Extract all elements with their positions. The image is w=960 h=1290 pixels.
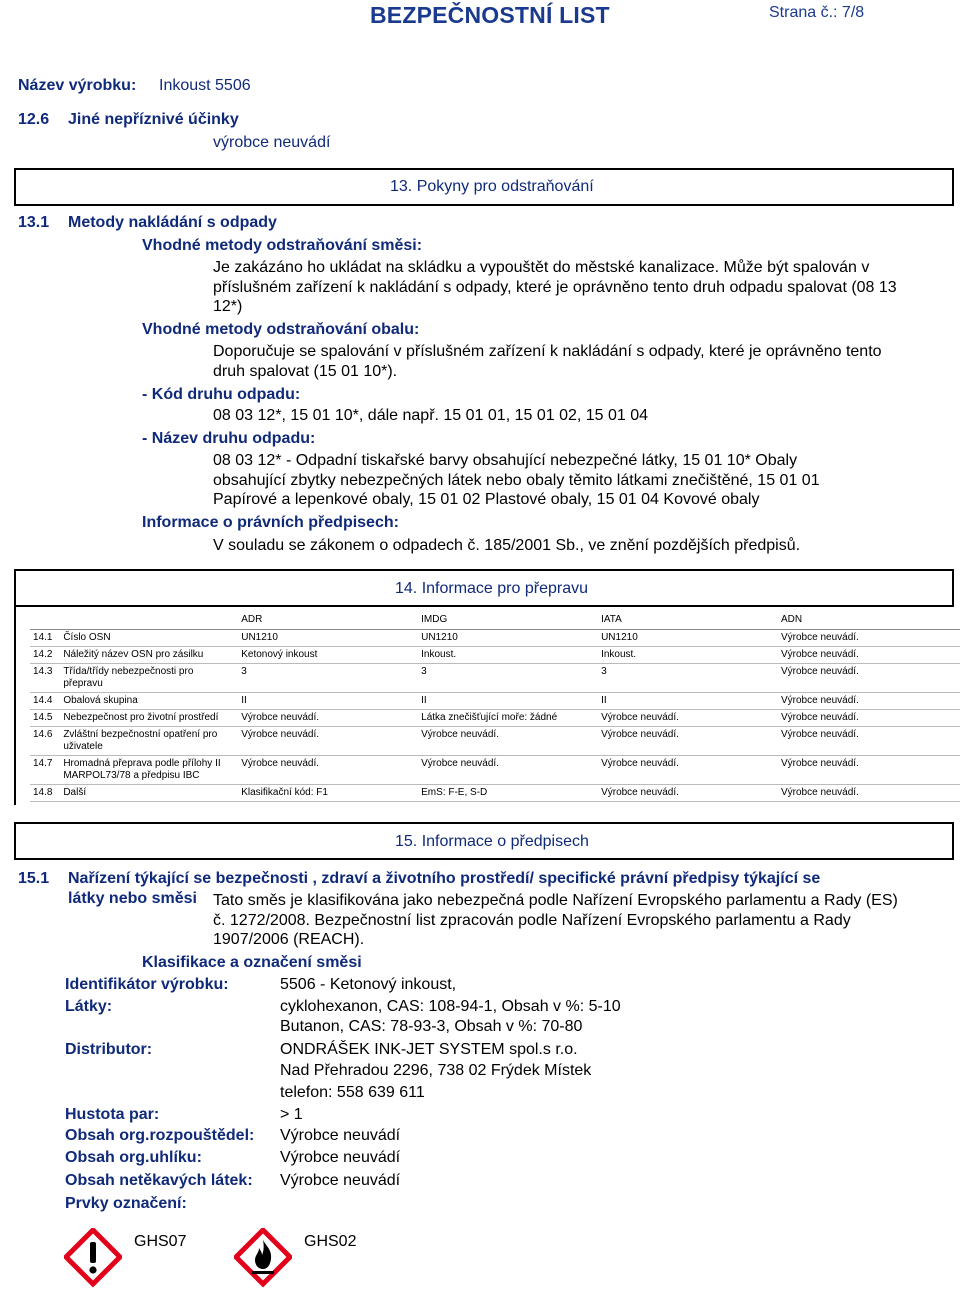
table-cell: Výrobce neuvádí. xyxy=(778,756,960,785)
table-cell: Klasifikační kód: F1 xyxy=(238,785,418,802)
table-header-row xyxy=(30,611,960,630)
ghs02-flame-icon xyxy=(234,1228,292,1288)
table-cell: 14.5 xyxy=(30,710,60,727)
table-row xyxy=(30,756,960,785)
substance-1: cyklohexanon, CAS: 108-94-1, Obsah v %: 5-10 xyxy=(280,998,621,1015)
organic-solvents-value: Výrobce neuvádí xyxy=(280,1127,401,1144)
distributor-label: Distributor: xyxy=(65,1041,153,1058)
nonvolatile-value: Výrobce neuvádí xyxy=(280,1172,401,1189)
section-13-1-title: Metody nakládání s odpady xyxy=(68,214,277,231)
label-elements-label: Prvky označení: xyxy=(65,1195,187,1212)
page-number: Strana č.: 7/8 xyxy=(769,4,865,21)
table-cell: II xyxy=(418,693,598,710)
organic-carbon-value: Výrobce neuvádí xyxy=(280,1149,401,1166)
product-identifier-value: 5506 - Ketonový inkoust, xyxy=(280,976,457,993)
table-cell: 14.2 xyxy=(30,647,60,664)
table-cell: Výrobce neuvádí. xyxy=(598,727,778,756)
exclamation-dot xyxy=(89,1266,96,1273)
table-cell xyxy=(30,611,60,630)
table-cell: Náležitý název OSN pro zásilku xyxy=(60,647,238,664)
table-cell: Inkoust. xyxy=(598,647,778,664)
table-cell: Výrobce neuvádí. xyxy=(778,647,960,664)
table-cell: Výrobce neuvádí. xyxy=(598,710,778,727)
waste-code-label: - Kód druhu odpadu: xyxy=(142,386,301,403)
transport-table xyxy=(30,611,960,802)
distributor-name: ONDRÁŠEK INK-JET SYSTEM spol.s r.o. xyxy=(280,1041,578,1058)
nonvolatile-label: Obsah netěkavých látek: xyxy=(65,1172,253,1189)
table-row xyxy=(30,693,960,710)
table-cell: IMDG xyxy=(418,611,598,630)
table-cell: 14.3 xyxy=(30,664,60,693)
waste-name-text: 08 03 12* - Odpadní tiskařské barvy obsahující nebezpečné látky, 15 01 10* Obaly obsahující zbytky nebezpečných látek nebo obaly těmito látkami znečištěné, 15 01 01 Papírové a lepenkové obaly, 15 01 02 Plastové obaly, 15 01 04 Kovové obaly xyxy=(213,452,820,508)
vapor-density-value: > 1 xyxy=(280,1106,303,1123)
section-13-1-number: 13.1 xyxy=(18,214,50,231)
packaging-disposal-text: Doporučuje se spalování v příslušném zařízení k nakládání s odpady, které je oprávněno tento druh spalovat (15 01 10*). xyxy=(213,343,882,380)
exclamation-bar xyxy=(90,1242,96,1263)
organic-carbon-label: Obsah org.uhlíku: xyxy=(65,1149,202,1166)
table-cell xyxy=(60,611,238,630)
substance-2: Butanon, CAS: 78-93-3, Obsah v %: 70-80 xyxy=(280,1018,583,1035)
table-cell: UN1210 xyxy=(418,630,598,647)
table-row xyxy=(30,727,960,756)
product-name-label: Název výrobku: xyxy=(18,77,137,94)
mix-disposal-label: Vhodné metody odstraňování směsi: xyxy=(142,237,423,254)
legal-info-text: V souladu se zákonem o odpadech č. 185/2001 Sb., ve znění pozdějších předpisů. xyxy=(213,537,801,554)
section-14-title: 14. Informace pro přepravu xyxy=(395,580,588,597)
table-cell: 3 xyxy=(238,664,418,693)
table-cell: Výrobce neuvádí. xyxy=(778,630,960,647)
table-row xyxy=(30,647,960,664)
table-cell: Výrobce neuvádí. xyxy=(778,785,960,802)
table-cell: Výrobce neuvádí. xyxy=(778,693,960,710)
table-cell: II xyxy=(238,693,418,710)
section-14-left-border xyxy=(14,607,16,805)
table-cell: Výrobce neuvádí. xyxy=(238,756,418,785)
section-15-1-number: 15.1 xyxy=(18,870,50,887)
table-cell: Výrobce neuvádí. xyxy=(418,727,598,756)
table-row xyxy=(30,630,960,647)
legal-info-label: Informace o právních předpisech: xyxy=(142,514,399,531)
mix-disposal-text: Je zakázáno ho ukládat na skládku a vypouštět do městské kanalizace. Může být spalován v příslušném zařízení k nakládání s odpady, které je oprávněno tento druh odpadu spalovat (08 13 12*) xyxy=(213,259,897,315)
table-cell: 14.6 xyxy=(30,727,60,756)
table-cell: 3 xyxy=(418,664,598,693)
document-title: BEZPEČNOSTNÍ LIST xyxy=(370,2,610,28)
section-13-title: 13. Pokyny pro odstraňování xyxy=(390,178,594,195)
distributor-address: Nad Přehradou 2296, 738 02 Frýdek Místek xyxy=(280,1062,592,1079)
product-identifier-label: Identifikátor výrobku: xyxy=(65,976,229,993)
section-15-1-title-line2: látky nebo směsi xyxy=(68,890,197,907)
flame-base xyxy=(252,1271,274,1274)
table-cell: Výrobce neuvádí. xyxy=(598,785,778,802)
table-cell: 14.1 xyxy=(30,630,60,647)
vapor-density-label: Hustota par: xyxy=(65,1106,160,1123)
table-cell: IATA xyxy=(598,611,778,630)
substances-label: Látky: xyxy=(65,998,113,1015)
table-cell: Výrobce neuvádí. xyxy=(778,710,960,727)
table-cell: 14.8 xyxy=(30,785,60,802)
ghs07-label: GHS07 xyxy=(134,1233,187,1250)
table-cell: Třída/třídy nebezpečnosti pro přepravu xyxy=(60,664,238,693)
table-cell: ADR xyxy=(238,611,418,630)
table-cell: Výrobce neuvádí. xyxy=(778,727,960,756)
table-cell: Výrobce neuvádí. xyxy=(238,710,418,727)
distributor-phone: telefon: 558 639 611 xyxy=(280,1084,425,1101)
table-cell: II xyxy=(598,693,778,710)
section-15-1-title-line1: Nařízení týkající se bezpečnosti , zdraví a životního prostředí/ specifické právní předpisy týkající se xyxy=(68,870,821,887)
table-row xyxy=(30,710,960,727)
packaging-disposal-label: Vhodné metody odstraňování obalu: xyxy=(142,321,420,338)
table-cell: 3 xyxy=(598,664,778,693)
regulation-text: Tato směs je klasifikována jako nebezpečná podle Nařízení Evropského parlamentu a Rady (ES) č. 1272/2008. Bezpečnostní list zpracován podle Nařízení Evropského parlamentu a Rady 1907/2006 (REACH). xyxy=(213,892,898,948)
table-cell: 14.7 xyxy=(30,756,60,785)
table-cell: Hromadná přeprava podle přílohy II MARPOL73/78 a předpisu IBC xyxy=(60,756,238,785)
table-cell: Nebezpečnost pro životní prostředí xyxy=(60,710,238,727)
waste-name-label: - Název druhu odpadu: xyxy=(142,430,316,447)
product-name-value: Inkoust 5506 xyxy=(159,77,251,94)
table-cell: UN1210 xyxy=(238,630,418,647)
section-12-6-value: výrobce neuvádí xyxy=(213,134,331,151)
table-cell: Výrobce neuvádí. xyxy=(778,664,960,693)
table-cell: Výrobce neuvádí. xyxy=(238,727,418,756)
table-row xyxy=(30,785,960,802)
section-12-6-title: Jiné nepříznivé účinky xyxy=(68,111,239,128)
table-cell: Výrobce neuvádí. xyxy=(418,756,598,785)
table-cell: Ketonový inkoust xyxy=(238,647,418,664)
ghs02-label: GHS02 xyxy=(304,1233,357,1250)
table-cell: Výrobce neuvádí. xyxy=(598,756,778,785)
section-12-6-number: 12.6 xyxy=(18,111,50,128)
table-cell: Číslo OSN xyxy=(60,630,238,647)
table-cell: ADN xyxy=(778,611,960,630)
organic-solvents-label: Obsah org.rozpouštědel: xyxy=(65,1127,255,1144)
table-cell: 14.4 xyxy=(30,693,60,710)
table-cell: Další xyxy=(60,785,238,802)
classification-label: Klasifikace a označení směsi xyxy=(142,954,362,971)
table-cell: EmS: F-E, S-D xyxy=(418,785,598,802)
table-cell: Inkoust. xyxy=(418,647,598,664)
table-cell: UN1210 xyxy=(598,630,778,647)
table-cell: Zvláštní bezpečnostní opatření pro uživatele xyxy=(60,727,238,756)
table-cell: Látka znečišťující moře: žádné xyxy=(418,710,598,727)
table-cell: Obalová skupina xyxy=(60,693,238,710)
table-row xyxy=(30,664,960,693)
waste-code-text: 08 03 12*, 15 01 10*, dále např. 15 01 01, 15 01 02, 15 01 04 xyxy=(213,407,649,424)
ghs07-exclamation-icon xyxy=(64,1228,122,1288)
section-15-title: 15. Informace o předpisech xyxy=(395,833,589,850)
